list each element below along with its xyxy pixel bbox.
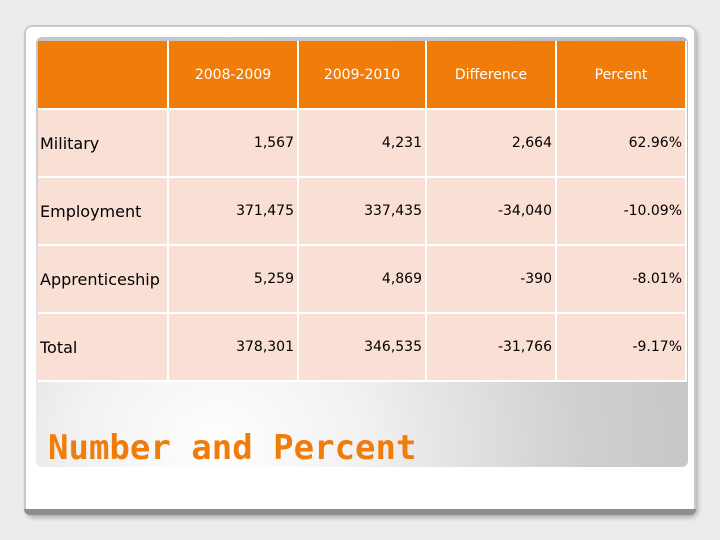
table-cell: 378,301: [168, 313, 298, 381]
row-label: [38, 245, 168, 313]
table-row: [38, 313, 686, 381]
column-header: 2009-2010: [298, 41, 426, 109]
row-label-text: Employment: [40, 201, 142, 221]
column-header: 2008-2009: [168, 41, 298, 109]
table-cell: 5,259: [168, 245, 298, 313]
row-label: [38, 313, 168, 381]
table-cell: 1,567: [168, 109, 298, 177]
row-label-text: Apprenticeship: [40, 269, 160, 289]
table-cell: -10.09%: [556, 177, 686, 245]
row-label-text: Total: [40, 337, 78, 357]
row-label: [38, 177, 168, 245]
table-header-row: [38, 41, 686, 109]
table-cell: 371,475: [168, 177, 298, 245]
table-row: [38, 245, 686, 313]
table-cell: 346,535: [298, 313, 426, 381]
column-header: Difference: [426, 41, 556, 109]
table-cell: -9.17%: [556, 313, 686, 381]
table-row: [38, 177, 686, 245]
table-corner-cell: [38, 41, 168, 109]
table-cell: 4,231: [298, 109, 426, 177]
table-cell: -34,040: [426, 177, 556, 245]
data-table: [38, 41, 687, 382]
table-cell: 2,664: [426, 109, 556, 177]
column-header: Percent: [556, 41, 686, 109]
row-label: [38, 109, 168, 177]
table-cell: 337,435: [298, 177, 426, 245]
table-cell: -8.01%: [556, 245, 686, 313]
slide-title: Number and Percent: [48, 428, 417, 468]
row-label-text: Military: [40, 133, 100, 153]
table-row: [38, 109, 686, 177]
table-cell: 4,869: [298, 245, 426, 313]
table-cell: 62.96%: [556, 109, 686, 177]
table-cell: -390: [426, 245, 556, 313]
table-cell: -31,766: [426, 313, 556, 381]
slide-bottom-bar: [24, 509, 696, 515]
